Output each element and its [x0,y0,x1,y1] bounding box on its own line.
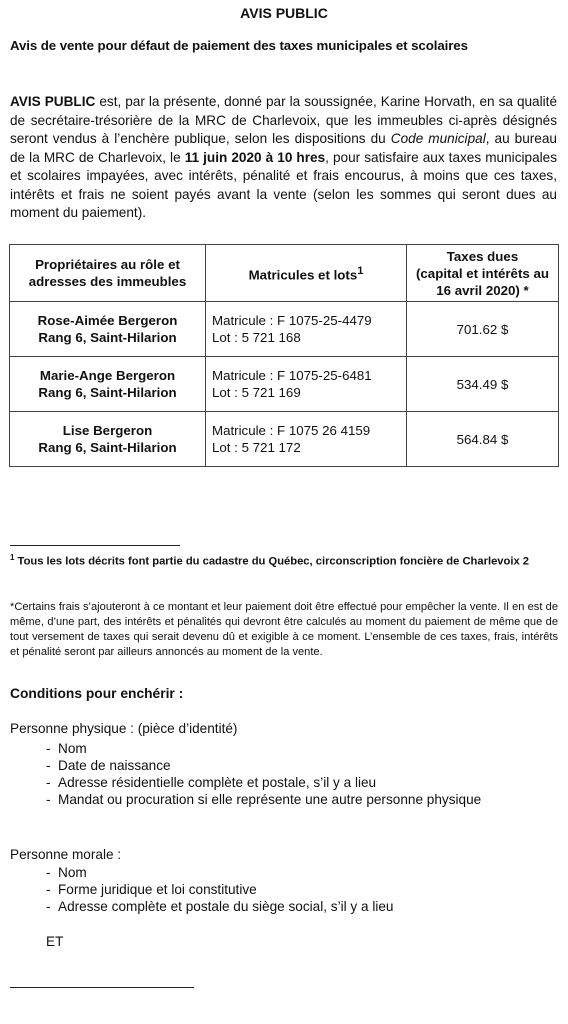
et-label: ET [46,934,64,949]
list-item [46,791,516,808]
list-item [46,740,516,757]
list-item-text: Adresse résidentielle complète et postale, s’il y a lieu [58,775,377,790]
owner-address: Rang 6, Saint-Hilarion [38,440,177,455]
intro-part1: est, par la présente, donné par la soussignée, Karine Horvath, en sa qualité de secrétaire-trésorière de la MRC de Charlevoix, que les immeubles ci-après désignés seront vendus à l’enchère publique, selon les dispositions du [10,94,557,146]
intro-code: Code municipal [390,131,486,146]
header-matricules [206,245,407,302]
list-item [46,864,516,881]
lot-value: Lot : 5 721 172 [212,440,301,455]
star-note: *Certains frais s’ajouteront à ce montant et leur paiement doit être effectué pour empêcher la vente. Il en est de même, d’une part, des intérêts et pénalités qui devront être calculés au moment du paiement de même que de tout versement de taxes qui serait devenu dû et exigible à ce moment. L’ensemble de ces taxes, frais, intérêts et pénalité seront par ailleurs annoncés au moment de la vente. [10,601,558,658]
physique-label: Personne physique : (pièce d’identité) [10,721,238,736]
owner-cell [10,412,206,467]
intro-part2: , au bureau de la MRC de Charlevoix, le [10,131,557,165]
document-subtitle: Avis de vente pour défaut de paiement des taxes municipales et scolaires [10,38,468,53]
header-matricules-sup: 1 [357,264,364,277]
footnote-marker: 1 [10,553,15,562]
table-header-row [10,245,559,302]
list-item-text: Mandat ou procuration si elle représente une autre personne physique [58,792,482,807]
header-taxes [407,245,559,302]
dash-mark: - [46,775,51,790]
header-owners: Propriétaires au rôle et adresses des immeubles [10,245,206,302]
lot-value: Lot : 5 721 169 [212,385,301,400]
dash-mark: - [46,899,51,914]
matricule-cell [206,357,407,412]
list-item [46,881,516,898]
list-item [46,774,516,791]
list-item [46,898,516,915]
matricule-value: Matricule : F 1075 26 4159 [212,423,371,438]
footnote [10,550,558,570]
dash-mark: - [46,758,51,773]
owner-cell [10,302,206,357]
list-item-text: Adresse complète et postale du siège social, s’il y a lieu [58,899,394,914]
footnote-divider [10,545,180,546]
list-item-text: Date de naissance [58,758,171,773]
dash-mark: - [46,792,51,807]
morale-label: Personne morale : [10,847,122,862]
list-item-text: Nom [58,741,87,756]
owner-name: Marie-Ange Bergeron [39,368,176,383]
conditions-title: Conditions pour enchérir : [10,686,184,701]
amount-cell: 534.49 $ [407,357,559,412]
signature-line [10,987,194,988]
table-row [10,357,559,412]
header-matricules-text: Matricules et lots [248,267,358,283]
header-taxes-line1: Taxes dues [446,248,519,264]
morale-list [46,864,516,915]
matricule-cell [206,412,407,467]
dash-mark: - [46,865,51,880]
owner-name: Lise Bergeron [62,423,153,438]
physique-list [46,740,516,808]
owner-name: Rose-Aimée Bergeron [37,313,178,328]
document-title: AVIS PUBLIC [240,5,328,21]
intro-part3: , pour satisfaire aux taxes municipales et scolaires impayées, avec intérêts, pénalité et frais encourus, à moins que ces taxes, intérêts et frais ne soient payés avant la vente (selon les sommes qui seront dues au moment du paiement). [10,149,558,220]
list-item [46,757,516,774]
lot-value: Lot : 5 721 168 [212,330,301,345]
list-item-text: Forme juridique et loi constitutive [58,882,257,897]
matricule-value: Matricule : F 1075-25-6481 [212,368,372,383]
owner-address: Rang 6, Saint-Hilarion [38,385,177,400]
owner-address: Rang 6, Saint-Hilarion [38,330,177,345]
table-row [10,302,559,357]
amount-cell: 564.84 $ [407,412,559,467]
header-taxes-line2: (capital et intérêts au 16 avril 2020) * [415,265,549,298]
dash-mark: - [46,882,51,897]
owner-cell [10,357,206,412]
footnote-text: Tous les lots décrits font partie du cadastre du Québec, circonscription foncière de Charlevoix 2 [14,555,530,568]
list-item-text: Nom [58,865,87,880]
matricule-cell [206,302,407,357]
amount-cell: 701.62 $ [407,302,559,357]
matricule-value: Matricule : F 1075-25-4479 [212,313,372,328]
properties-table [9,244,559,467]
intro-paragraph [10,93,557,223]
intro-date: 11 juin 2020 à 10 hres [184,149,326,165]
table-row [10,412,559,467]
dash-mark: - [46,741,51,756]
intro-lead: AVIS PUBLIC [10,94,96,109]
